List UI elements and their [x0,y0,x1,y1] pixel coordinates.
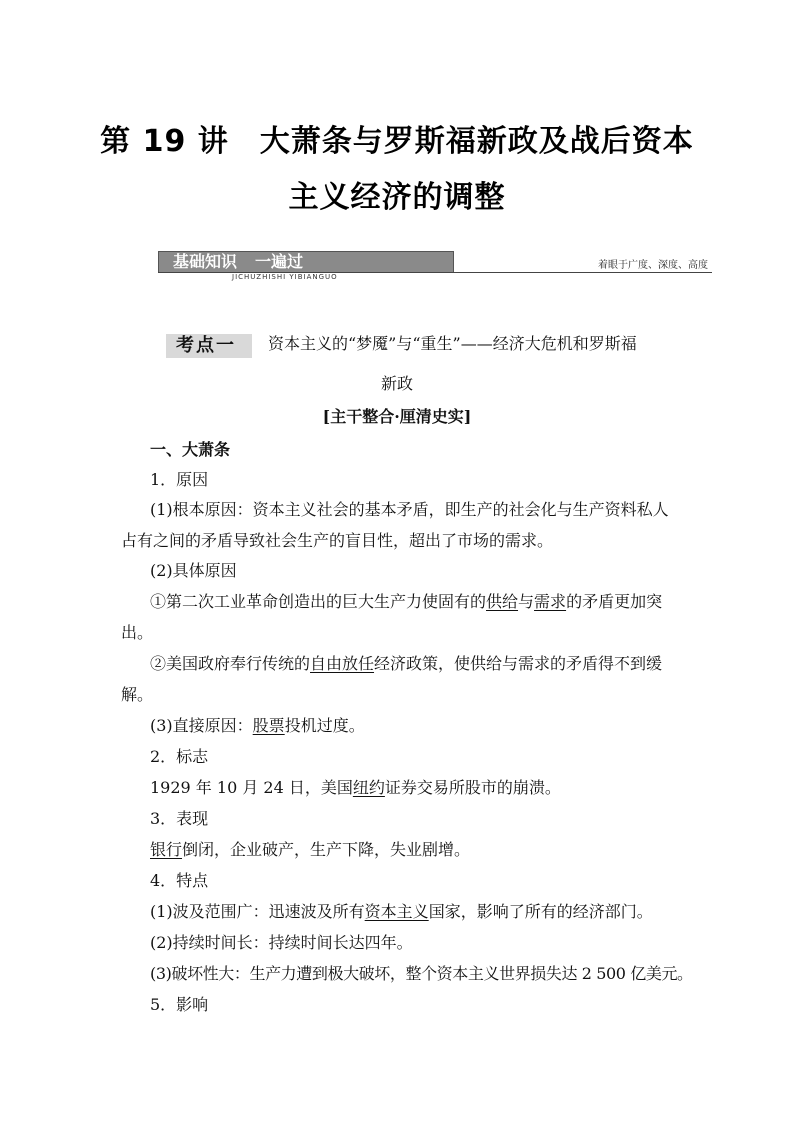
text-span: 投机过度。 [284,716,365,735]
paragraph-sign [150,776,561,800]
text-span: (1)波及范围广：迅速波及所有 [150,902,365,921]
paragraph-manifestation [150,838,470,862]
section-banner [150,251,712,285]
paragraph-cause-item-2 [150,652,662,676]
key-term-new-york: 纽约 [352,778,385,797]
key-term-supply: 供给 [486,592,519,611]
banner-pinyin: JICHUZHISHI YIBIANGUO [232,273,338,281]
paragraph-feature-3: (3)破坏性大：生产力遭到极大破坏，整个资本主义世界损失达 2 500 亿美元。 [150,964,693,983]
paragraph-root-cause-2: 占有之间的矛盾导致社会生产的盲目性，超出了市场的需求。 [121,531,554,550]
page-title-line-1: 第 19 讲 大萧条与罗斯福新政及战后资本 [100,124,694,159]
text-span: (3)直接原因： [150,716,253,735]
subheading-causes: 1．原因 [150,470,209,489]
text-span: 倒闭，企业破产，生产下降，失业剧增。 [182,840,471,859]
text-span: 经济政策，使供给与需求的矛盾得不到缓 [374,654,663,673]
banner-box [158,251,454,273]
paragraph-cause-item-1 [150,590,662,614]
key-term-capitalism: 资本主义 [364,902,429,921]
key-term-laissez-faire: 自由放任 [310,654,375,673]
paragraph-feature-2: (2)持续时间长：持续时间长达四年。 [150,933,413,952]
kaodian-title-line-2: 新政 [380,374,413,393]
text-span: 的矛盾更加突 [566,592,663,611]
key-term-bank: 银行 [150,840,183,859]
kaodian-tag-label: 考点一 [176,335,236,356]
page-title-line-2: 主义经济的调整 [288,180,506,215]
subheading-features: 4．特点 [150,871,209,890]
paragraph-cause-item-2-cont: 解。 [121,685,154,704]
paragraph-feature-1 [150,900,653,924]
text-span: ①第二次工业革命创造出的巨大生产力使固有的 [150,592,487,611]
banner-slogan: 着眼于广度、深度、高度 [598,260,708,271]
kaodian-tag [166,334,252,358]
text-span: 与 [518,592,535,611]
key-term-demand: 需求 [534,592,567,611]
kaodian-note: [主干整合·厘清史实] [322,407,472,426]
banner-main-label: 基础知识 [173,252,238,271]
text-span: 证券交易所股市的崩溃。 [384,778,561,797]
paragraph-direct-cause [150,714,365,738]
paragraph-specific-causes: (2)具体原因 [150,561,237,580]
paragraph-cause-item-1-cont: 出。 [121,623,154,642]
text-span: 1929 年 10 月 24 日，美国 [150,778,353,797]
key-term-stock: 股票 [252,716,285,735]
subheading-manifestation: 3．表现 [150,809,209,828]
text-span: 国家，影响了所有的经济部门。 [428,902,653,921]
subheading-sign: 2．标志 [150,747,209,766]
heading-depression: 一、大萧条 [150,440,231,459]
text-span: ②美国政府奉行传统的 [150,654,311,673]
kaodian-title-line-1: 资本主义的“梦魇”与“重生”——经济大危机和罗斯福 [268,334,637,353]
subheading-impact: 5．影响 [150,995,209,1014]
paragraph-root-cause-1: (1)根本原因：资本主义社会的基本矛盾，即生产的社会化与生产资料私人 [150,500,669,519]
banner-sub-label: 一遍过 [255,252,304,271]
